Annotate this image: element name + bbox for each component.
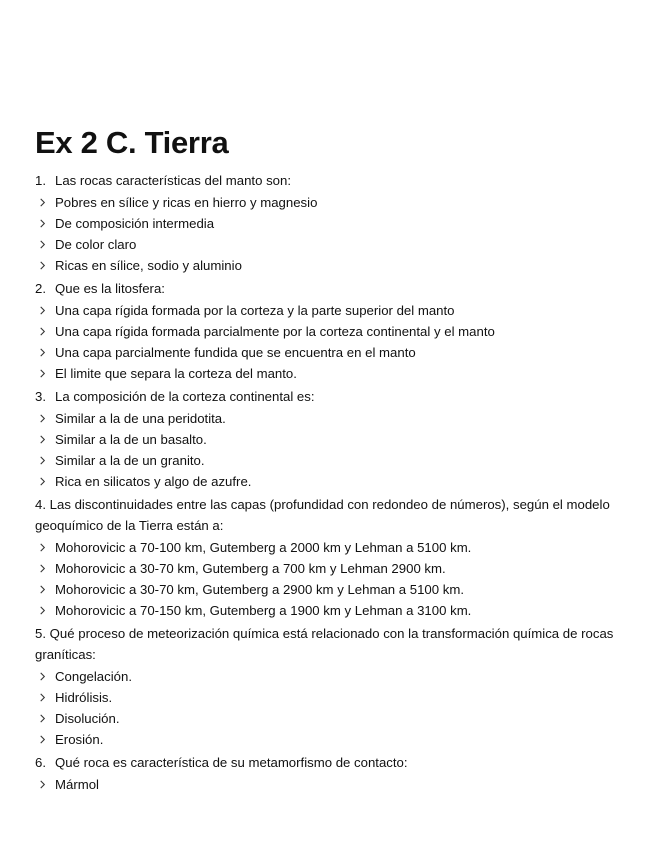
question-6 bbox=[35, 752, 635, 773]
option-item[interactable] bbox=[35, 300, 635, 321]
option-label: Rica en silicatos y algo de azufre. bbox=[55, 474, 252, 489]
question-text: Las rocas características del manto son: bbox=[55, 173, 292, 188]
option-item[interactable] bbox=[35, 192, 635, 213]
chevron-right-icon bbox=[35, 327, 55, 336]
chevron-right-icon bbox=[35, 606, 55, 615]
option-item[interactable] bbox=[35, 450, 635, 471]
question-text: Qué proceso de meteorización química está relacionado con la transformación química de rocas graníticas: bbox=[35, 626, 614, 662]
chevron-right-icon bbox=[35, 735, 55, 744]
chevron-right-icon bbox=[35, 456, 55, 465]
option-label: De color claro bbox=[55, 237, 137, 252]
option-item[interactable] bbox=[35, 666, 635, 687]
chevron-right-icon bbox=[35, 693, 55, 702]
chevron-right-icon bbox=[35, 348, 55, 357]
option-label: Erosión. bbox=[55, 732, 104, 747]
option-item[interactable] bbox=[35, 408, 635, 429]
option-item[interactable] bbox=[35, 708, 635, 729]
question-number: 2. bbox=[35, 281, 46, 296]
question-1 bbox=[35, 170, 635, 191]
chevron-right-icon bbox=[35, 261, 55, 270]
option-item[interactable] bbox=[35, 363, 635, 384]
chevron-right-icon bbox=[35, 198, 55, 207]
chevron-right-icon bbox=[35, 219, 55, 228]
chevron-right-icon bbox=[35, 714, 55, 723]
option-item[interactable] bbox=[35, 579, 635, 600]
option-label: Una capa rígida formada parcialmente por la corteza continental y el manto bbox=[55, 324, 495, 339]
option-item[interactable] bbox=[35, 255, 635, 276]
option-label: Pobres en sílice y ricas en hierro y magnesio bbox=[55, 195, 318, 210]
question-number: 1. bbox=[35, 173, 46, 188]
option-label: De composición intermedia bbox=[55, 216, 215, 231]
chevron-right-icon bbox=[35, 543, 55, 552]
option-label: Congelación. bbox=[55, 669, 132, 684]
chevron-right-icon bbox=[35, 240, 55, 249]
question-text: Que es la litosfera: bbox=[55, 281, 165, 296]
option-label: Una capa rígida formada por la corteza y la parte superior del manto bbox=[55, 303, 455, 318]
chevron-right-icon bbox=[35, 672, 55, 681]
option-label: Mohorovicic a 30-70 km, Gutemberg a 2900 km y Lehman a 5100 km. bbox=[55, 582, 465, 597]
question-number: 4. bbox=[35, 497, 46, 512]
option-label: Similar a la de una peridotita. bbox=[55, 411, 226, 426]
option-item[interactable] bbox=[35, 558, 635, 579]
questions-list bbox=[35, 170, 635, 797]
question-2 bbox=[35, 278, 635, 299]
option-item[interactable] bbox=[35, 471, 635, 492]
page-title: Ex 2 C. Tierra bbox=[35, 125, 229, 160]
option-label: Similar a la de un granito. bbox=[55, 453, 205, 468]
option-item[interactable] bbox=[35, 429, 635, 450]
chevron-right-icon bbox=[35, 585, 55, 594]
question-5 bbox=[35, 623, 635, 665]
question-1-options bbox=[35, 192, 635, 276]
option-label: Mármol bbox=[55, 777, 99, 792]
question-text: Las discontinuidades entre las capas (profundidad con redondeo de números), según el modelo geoquímico de la Tierra están a: bbox=[35, 497, 610, 533]
option-item[interactable] bbox=[35, 321, 635, 342]
question-3-options bbox=[35, 408, 635, 492]
option-item[interactable] bbox=[35, 687, 635, 708]
option-label: Disolución. bbox=[55, 711, 120, 726]
chevron-right-icon bbox=[35, 780, 55, 789]
question-number: 5. bbox=[35, 626, 46, 641]
option-item[interactable] bbox=[35, 774, 635, 795]
chevron-right-icon bbox=[35, 306, 55, 315]
chevron-right-icon bbox=[35, 435, 55, 444]
option-label: Una capa parcialmente fundida que se encuentra en el manto bbox=[55, 345, 416, 360]
option-label: Similar a la de un basalto. bbox=[55, 432, 207, 447]
question-text: La composición de la corteza continental es: bbox=[55, 389, 315, 404]
question-5-options bbox=[35, 666, 635, 750]
option-item[interactable] bbox=[35, 729, 635, 750]
chevron-right-icon bbox=[35, 369, 55, 378]
option-label: Ricas en sílice, sodio y aluminio bbox=[55, 258, 242, 273]
option-label: Hidrólisis. bbox=[55, 690, 113, 705]
option-label: Mohorovicic a 70-150 km, Gutemberg a 1900 km y Lehman a 3100 km. bbox=[55, 603, 472, 618]
question-number: 6. bbox=[35, 755, 46, 770]
chevron-right-icon bbox=[35, 477, 55, 486]
question-3 bbox=[35, 386, 635, 407]
question-4-options bbox=[35, 537, 635, 621]
question-4 bbox=[35, 494, 635, 536]
option-label: Mohorovicic a 70-100 km, Gutemberg a 2000 km y Lehman a 5100 km. bbox=[55, 540, 472, 555]
option-item[interactable] bbox=[35, 234, 635, 255]
chevron-right-icon bbox=[35, 414, 55, 423]
option-item[interactable] bbox=[35, 537, 635, 558]
question-2-options bbox=[35, 300, 635, 384]
option-item[interactable] bbox=[35, 213, 635, 234]
question-text: Qué roca es característica de su metamorfismo de contacto: bbox=[55, 755, 408, 770]
option-label: El limite que separa la corteza del manto. bbox=[55, 366, 297, 381]
question-number: 3. bbox=[35, 389, 46, 404]
question-6-options bbox=[35, 774, 635, 795]
option-item[interactable] bbox=[35, 600, 635, 621]
chevron-right-icon bbox=[35, 564, 55, 573]
option-label: Mohorovicic a 30-70 km, Gutemberg a 700 km y Lehman 2900 km. bbox=[55, 561, 446, 576]
option-item[interactable] bbox=[35, 342, 635, 363]
